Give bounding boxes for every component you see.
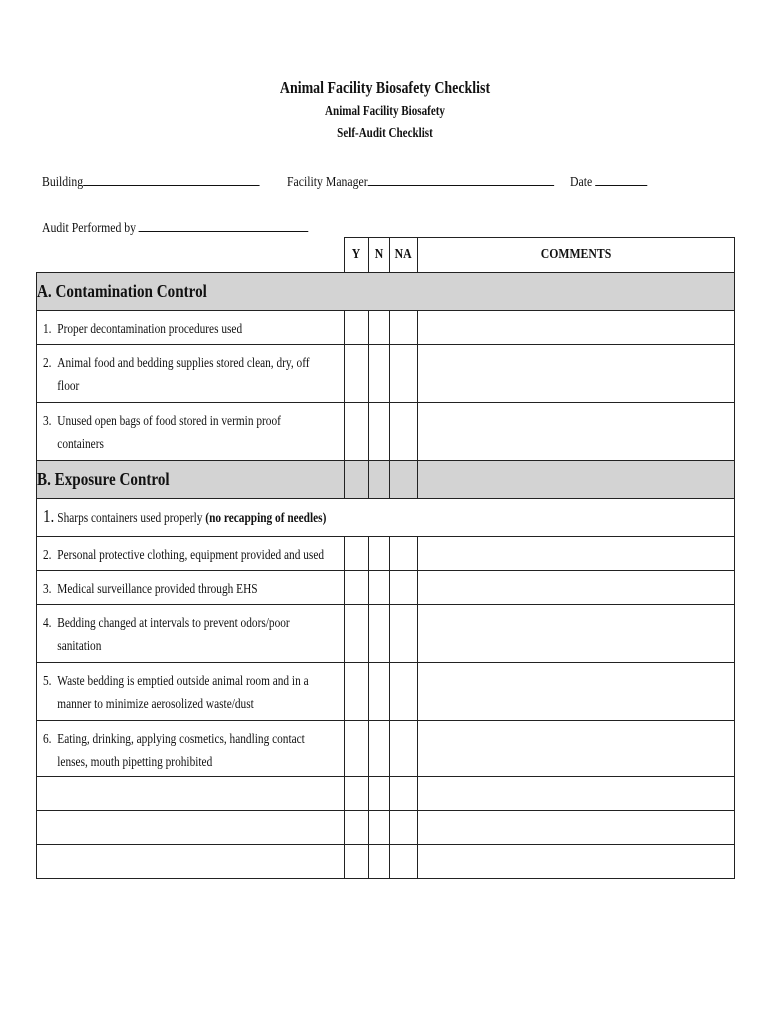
y-checkbox-cell[interactable] [345, 571, 369, 605]
header-y: Y [345, 238, 369, 273]
comments-cell [418, 461, 735, 499]
document-header [0, 76, 770, 144]
comments-cell[interactable] [418, 605, 735, 663]
document-subtitle-line1: Animal Facility Biosafety [325, 103, 445, 118]
na-checkbox-cell[interactable] [390, 721, 418, 777]
na-checkbox-cell[interactable] [390, 571, 418, 605]
n-checkbox-cell[interactable] [369, 571, 390, 605]
na-checkbox-cell[interactable] [390, 845, 418, 879]
header-na: NA [390, 238, 418, 273]
na-checkbox-cell[interactable] [390, 403, 418, 461]
audit-performed-by-field-group [42, 218, 309, 237]
blank-item-cell[interactable] [37, 777, 345, 811]
comments-cell[interactable] [418, 721, 735, 777]
blank-item-cell[interactable] [37, 811, 345, 845]
y-checkbox-cell[interactable] [345, 403, 369, 461]
building-label: Building [42, 175, 84, 190]
y-checkbox-cell[interactable] [345, 777, 369, 811]
y-checkbox-cell[interactable] [345, 663, 369, 721]
checklist-row [37, 499, 735, 537]
checklist-row [37, 311, 735, 345]
item-text: 2. Animal food and bedding supplies stored clean, dry, off floor [37, 345, 345, 403]
checklist-row [37, 403, 735, 461]
facility-manager-field-group [287, 172, 554, 191]
item-text: 3. Unused open bags of food stored in vermin proof containers [37, 403, 345, 461]
date-field-group [570, 172, 647, 191]
section-a-row [37, 273, 735, 311]
comments-cell[interactable] [418, 537, 735, 571]
item-text: 2. Personal protective clothing, equipment provided and used [37, 537, 345, 571]
n-checkbox-cell[interactable] [369, 311, 390, 345]
date-label: Date [570, 175, 593, 190]
n-checkbox-cell[interactable] [369, 845, 390, 879]
facility-manager-label: Facility Manager [287, 175, 368, 190]
n-checkbox-cell[interactable] [369, 345, 390, 403]
y-checkbox-cell[interactable] [345, 811, 369, 845]
n-checkbox-cell[interactable] [369, 403, 390, 461]
document-title: Animal Facility Biosafety Checklist [279, 78, 491, 97]
comments-cell[interactable] [418, 811, 735, 845]
section-a-title: A. Contamination Control [37, 273, 735, 311]
blank-item-cell[interactable] [37, 845, 345, 879]
y-checkbox-cell [345, 461, 369, 499]
checklist-table [36, 237, 735, 879]
facility-manager-field[interactable] [368, 172, 554, 186]
header-blank-cell [37, 238, 345, 273]
blank-row [37, 845, 735, 879]
n-checkbox-cell[interactable] [369, 605, 390, 663]
date-field[interactable] [595, 172, 647, 186]
na-checkbox-cell[interactable] [390, 605, 418, 663]
audit-performed-by-field[interactable] [139, 218, 309, 232]
na-checkbox-cell[interactable] [390, 345, 418, 403]
checklist-row [37, 571, 735, 605]
header-n: N [369, 238, 390, 273]
item-text: 1. Proper decontamination procedures used [37, 311, 345, 345]
blank-row [37, 811, 735, 845]
item-text: 3. Medical surveillance provided through EHS [37, 571, 345, 605]
item-text: 6. Eating, drinking, applying cosmetics, handling contact lenses, mouth pipetting prohibited [37, 721, 345, 777]
building-field[interactable] [83, 172, 259, 186]
y-checkbox-cell[interactable] [345, 311, 369, 345]
n-checkbox-cell[interactable] [369, 811, 390, 845]
item-text: 1. Sharps containers used properly (no recapping of needles) [37, 499, 735, 537]
na-checkbox-cell [390, 461, 418, 499]
checklist-row [37, 721, 735, 777]
n-checkbox-cell[interactable] [369, 721, 390, 777]
y-checkbox-cell[interactable] [345, 605, 369, 663]
na-checkbox-cell[interactable] [390, 663, 418, 721]
na-checkbox-cell[interactable] [390, 311, 418, 345]
y-checkbox-cell[interactable] [345, 345, 369, 403]
comments-cell[interactable] [418, 777, 735, 811]
y-checkbox-cell[interactable] [345, 845, 369, 879]
na-checkbox-cell[interactable] [390, 811, 418, 845]
header-comments: COMMENTS [418, 238, 735, 273]
checklist-row [37, 345, 735, 403]
y-checkbox-cell[interactable] [345, 721, 369, 777]
na-checkbox-cell[interactable] [390, 777, 418, 811]
section-b-title: B. Exposure Control [37, 461, 345, 499]
n-checkbox-cell[interactable] [369, 537, 390, 571]
na-checkbox-cell[interactable] [390, 537, 418, 571]
header-row [37, 238, 735, 273]
comments-cell[interactable] [418, 403, 735, 461]
comments-cell[interactable] [418, 845, 735, 879]
checklist-row [37, 537, 735, 571]
n-checkbox-cell [369, 461, 390, 499]
building-field-group [42, 172, 260, 191]
audit-performed-by-label: Audit Performed by [42, 221, 137, 236]
document-subtitle-line2: Self-Audit Checklist [337, 125, 433, 140]
comments-cell[interactable] [418, 311, 735, 345]
comments-cell[interactable] [418, 345, 735, 403]
item-text: 4. Bedding changed at intervals to prevent odors/poor sanitation [37, 605, 345, 663]
y-checkbox-cell[interactable] [345, 537, 369, 571]
blank-row [37, 777, 735, 811]
section-b-row [37, 461, 735, 499]
item-text: 5. Waste bedding is emptied outside animal room and in a manner to minimize aerosolized waste/dust [37, 663, 345, 721]
n-checkbox-cell[interactable] [369, 777, 390, 811]
comments-cell[interactable] [418, 571, 735, 605]
comments-cell[interactable] [418, 663, 735, 721]
checklist-row [37, 605, 735, 663]
n-checkbox-cell[interactable] [369, 663, 390, 721]
checklist-row [37, 663, 735, 721]
